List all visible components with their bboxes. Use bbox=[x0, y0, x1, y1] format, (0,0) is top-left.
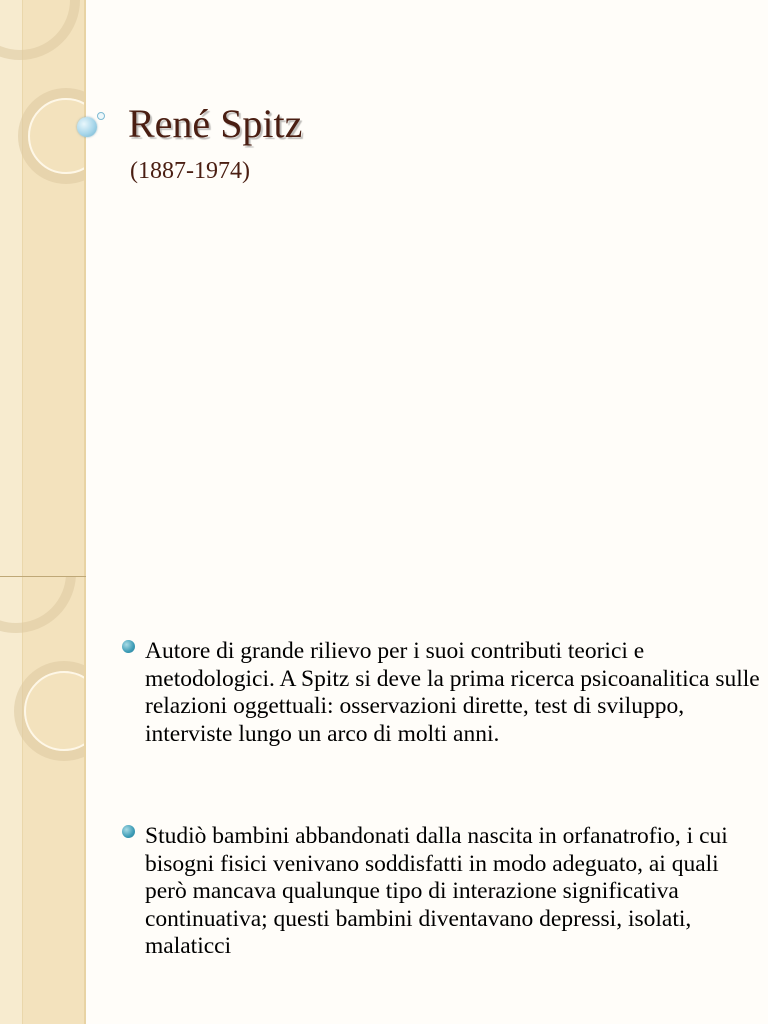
bullet-dot-icon bbox=[122, 825, 135, 838]
bubble-small-icon bbox=[97, 112, 105, 120]
slide-subtitle: (1887-1974) bbox=[130, 158, 250, 184]
slide-divider bbox=[0, 576, 86, 577]
slide-title: René Spitz bbox=[128, 101, 303, 146]
bullet-item bbox=[122, 823, 762, 961]
bullet-text: Studiò bambini abbandonati dalla nascita in orfanatrofio, i cui bisogni fisici venivano soddisfatti in modo adeguato, ai quali però mancava qualunque tipo di interazione significativa continuativa; questi bambini diventavano depressi, isolati, malaticci bbox=[145, 823, 728, 959]
bubble-icon bbox=[77, 117, 97, 137]
bullet-item bbox=[122, 638, 762, 748]
decorative-ring bbox=[0, 0, 80, 60]
bullet-dot-icon bbox=[122, 640, 135, 653]
bullet-list bbox=[122, 638, 762, 961]
decorative-side-strip bbox=[0, 577, 86, 1024]
decorative-ring bbox=[0, 577, 76, 633]
decorative-side-strip bbox=[0, 0, 86, 576]
bullet-text: Autore di grande rilievo per i suoi contributi teorici e metodologici. A Spitz si deve la prima ricerca psicoanalitica sulle relazioni oggettuali: osservazioni dirette, test di sviluppo, interviste lungo un arco di molti anni. bbox=[145, 638, 760, 747]
